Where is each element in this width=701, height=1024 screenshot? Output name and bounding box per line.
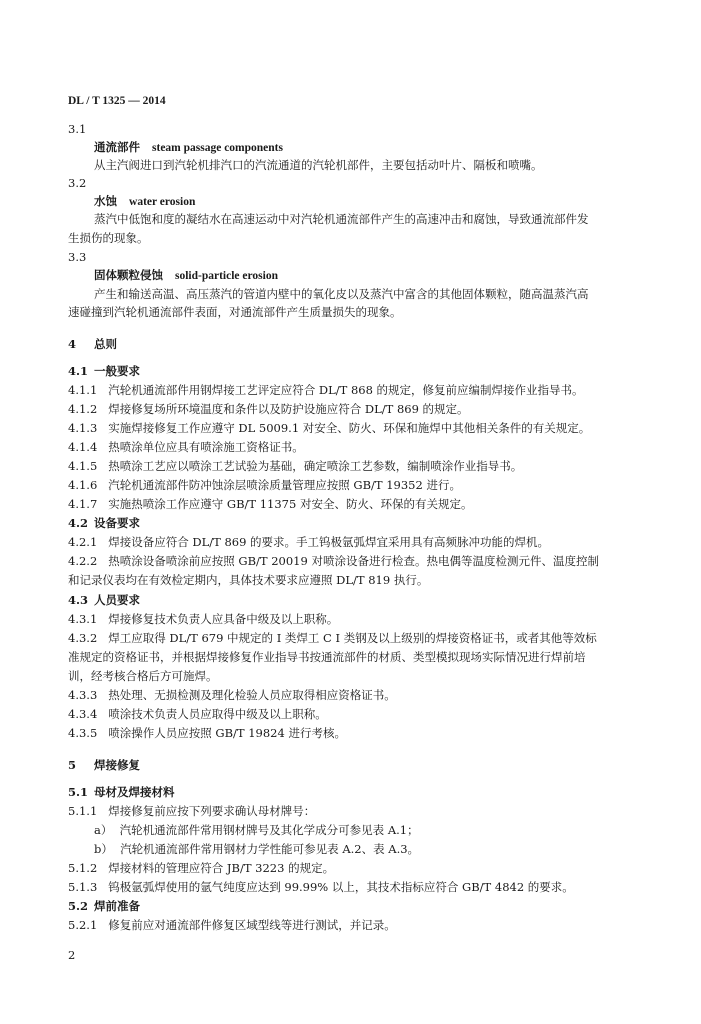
term-cn: 固体颗粒侵蚀 xyxy=(94,268,163,282)
section-5-heading: 5 焊接修复 xyxy=(68,758,140,772)
term-definition: 蒸汽中低饱和度的凝结水在高速运动中对汽轮机通流部件产生的高速冲击和腐蚀，导致通流部件发 xyxy=(94,212,589,226)
clause-4-3-5: 4.3.5 喷涂操作人员应按照 GB/T 19824 进行考核。 xyxy=(68,726,346,740)
clause-4-3-3: 4.3.3 热处理、无损检测及理化检验人员应取得相应资格证书。 xyxy=(68,688,396,702)
clause-4-3-1: 4.3.1 焊接修复技术负责人应具备中级及以上职称。 xyxy=(68,612,339,626)
clause-4-2-2-cont: 和记录仪表均在有效检定期内，具体技术要求应遵照 DL/T 819 执行。 xyxy=(68,573,429,587)
term-en: water erosion xyxy=(129,196,196,208)
clause-4-2-1: 4.2.1 焊接设备应符合 DL/T 869 的要求。手工钨极氩弧焊宜采用具有高频脉冲功能的焊机。 xyxy=(68,535,550,549)
term-title xyxy=(94,194,195,209)
term-definition-cont: 速碰撞到汽轮机通流部件表面，对通流部件产生质量损失的现象。 xyxy=(68,305,402,319)
clause-4-3-2-cont: 训，经考核合格后方可施焊。 xyxy=(68,669,218,683)
term-cn: 通流部件 xyxy=(94,140,140,154)
term-definition-cont: 生损伤的现象。 xyxy=(68,231,149,245)
clause-4-3-2: 4.3.2 焊工应取得 DL/T 679 中规定的 I 类焊工 C I 类钢及以上级别的焊接资格证书，或者其他等效标 xyxy=(68,631,597,645)
section-4-heading: 4 总则 xyxy=(68,337,117,351)
clause-5-1-1: 5.1.1 焊接修复前应按下列要求确认母材牌号： xyxy=(68,804,316,818)
page-number: 2 xyxy=(68,948,76,962)
document-header-number: DL / T 1325 — 2014 xyxy=(68,95,166,107)
clause-4-1-5: 4.1.5 热喷涂工艺应以喷涂工艺试验为基础，确定喷涂工艺参数，编制喷涂作业指导书。 xyxy=(68,459,523,473)
clause-4-3-2-cont: 准规定的资格证书，并根据焊接修复作业指导书按通流部件的材质、类型模拟现场实际情况进行焊前培 xyxy=(68,650,586,664)
section-5-2-heading: 5.2 焊前准备 xyxy=(68,899,140,913)
term-number: 3.3 xyxy=(68,250,87,264)
clause-4-1-3: 4.1.3 实施焊接修复工作应遵守 DL 5009.1 对安全、防火、环保和施焊中其他相关条件的有关规定。 xyxy=(68,421,591,435)
clause-4-1-7: 4.1.7 实施热喷涂工作应遵守 GB/T 11375 对安全、防火、环保的有关规定。 xyxy=(68,497,473,511)
term-en: solid-particle erosion xyxy=(175,270,278,282)
term-title xyxy=(94,268,278,283)
clause-4-3-4: 4.3.4 喷涂技术负责人员应取得中级及以上职称。 xyxy=(68,707,327,721)
term-definition: 从主汽阀进口到汽轮机排汽口的汽流通道的汽轮机部件，主要包括动叶片、隔板和喷嘴。 xyxy=(94,158,543,172)
section-4-3-heading: 4.3 人员要求 xyxy=(68,593,140,607)
clause-4-2-2: 4.2.2 热喷涂设备喷涂前应按照 GB/T 20019 对喷涂设备进行检查。热电偶等温度检测元件、温度控制 xyxy=(68,554,599,568)
term-definition: 产生和输送高温、高压蒸汽的管道内壁中的氧化皮以及蒸汽中富含的其他固体颗粒，随高温蒸汽高 xyxy=(94,287,589,301)
clause-4-1-4: 4.1.4 热喷涂单位应具有喷涂施工资格证书。 xyxy=(68,440,304,454)
list-item-b: b） 汽轮机通流部件常用钢材力学性能可参见表 A.2、表 A.3。 xyxy=(94,842,420,856)
clause-5-1-2: 5.1.2 焊接材料的管理应符合 JB/T 3223 的规定。 xyxy=(68,861,335,875)
clause-5-2-1: 5.2.1 修复前应对通流部件修复区域型线等进行测试，并记录。 xyxy=(68,918,396,932)
list-item-a: a） 汽轮机通流部件常用钢材牌号及其化学成分可参见表 A.1； xyxy=(94,823,419,837)
term-number: 3.1 xyxy=(68,122,87,136)
term-title xyxy=(94,140,283,155)
term-en: steam passage components xyxy=(152,142,283,154)
clause-4-1-2: 4.1.2 焊接修复场所环境温度和条件以及防护设施应符合 DL/T 869 的规定。 xyxy=(68,402,469,416)
clause-5-1-3: 5.1.3 钨极氩弧焊使用的氩气纯度应达到 99.99% 以上，其技术指标应符合 GB/T 4842 的要求。 xyxy=(68,880,574,894)
term-cn: 水蚀 xyxy=(94,194,117,208)
term-number: 3.2 xyxy=(68,176,87,190)
section-5-1-heading: 5.1 母材及焊接材料 xyxy=(68,785,175,799)
section-4-1-heading: 4.1 一般要求 xyxy=(68,364,140,378)
clause-4-1-1: 4.1.1 汽轮机通流部件用钢焊接工艺评定应符合 DL/T 868 的规定，修复前应编制焊接作业指导书。 xyxy=(68,383,584,397)
section-4-2-heading: 4.2 设备要求 xyxy=(68,516,140,530)
clause-4-1-6: 4.1.6 汽轮机通流部件防冲蚀涂层喷涂质量管理应按照 GB/T 19352 进行。 xyxy=(68,478,461,492)
